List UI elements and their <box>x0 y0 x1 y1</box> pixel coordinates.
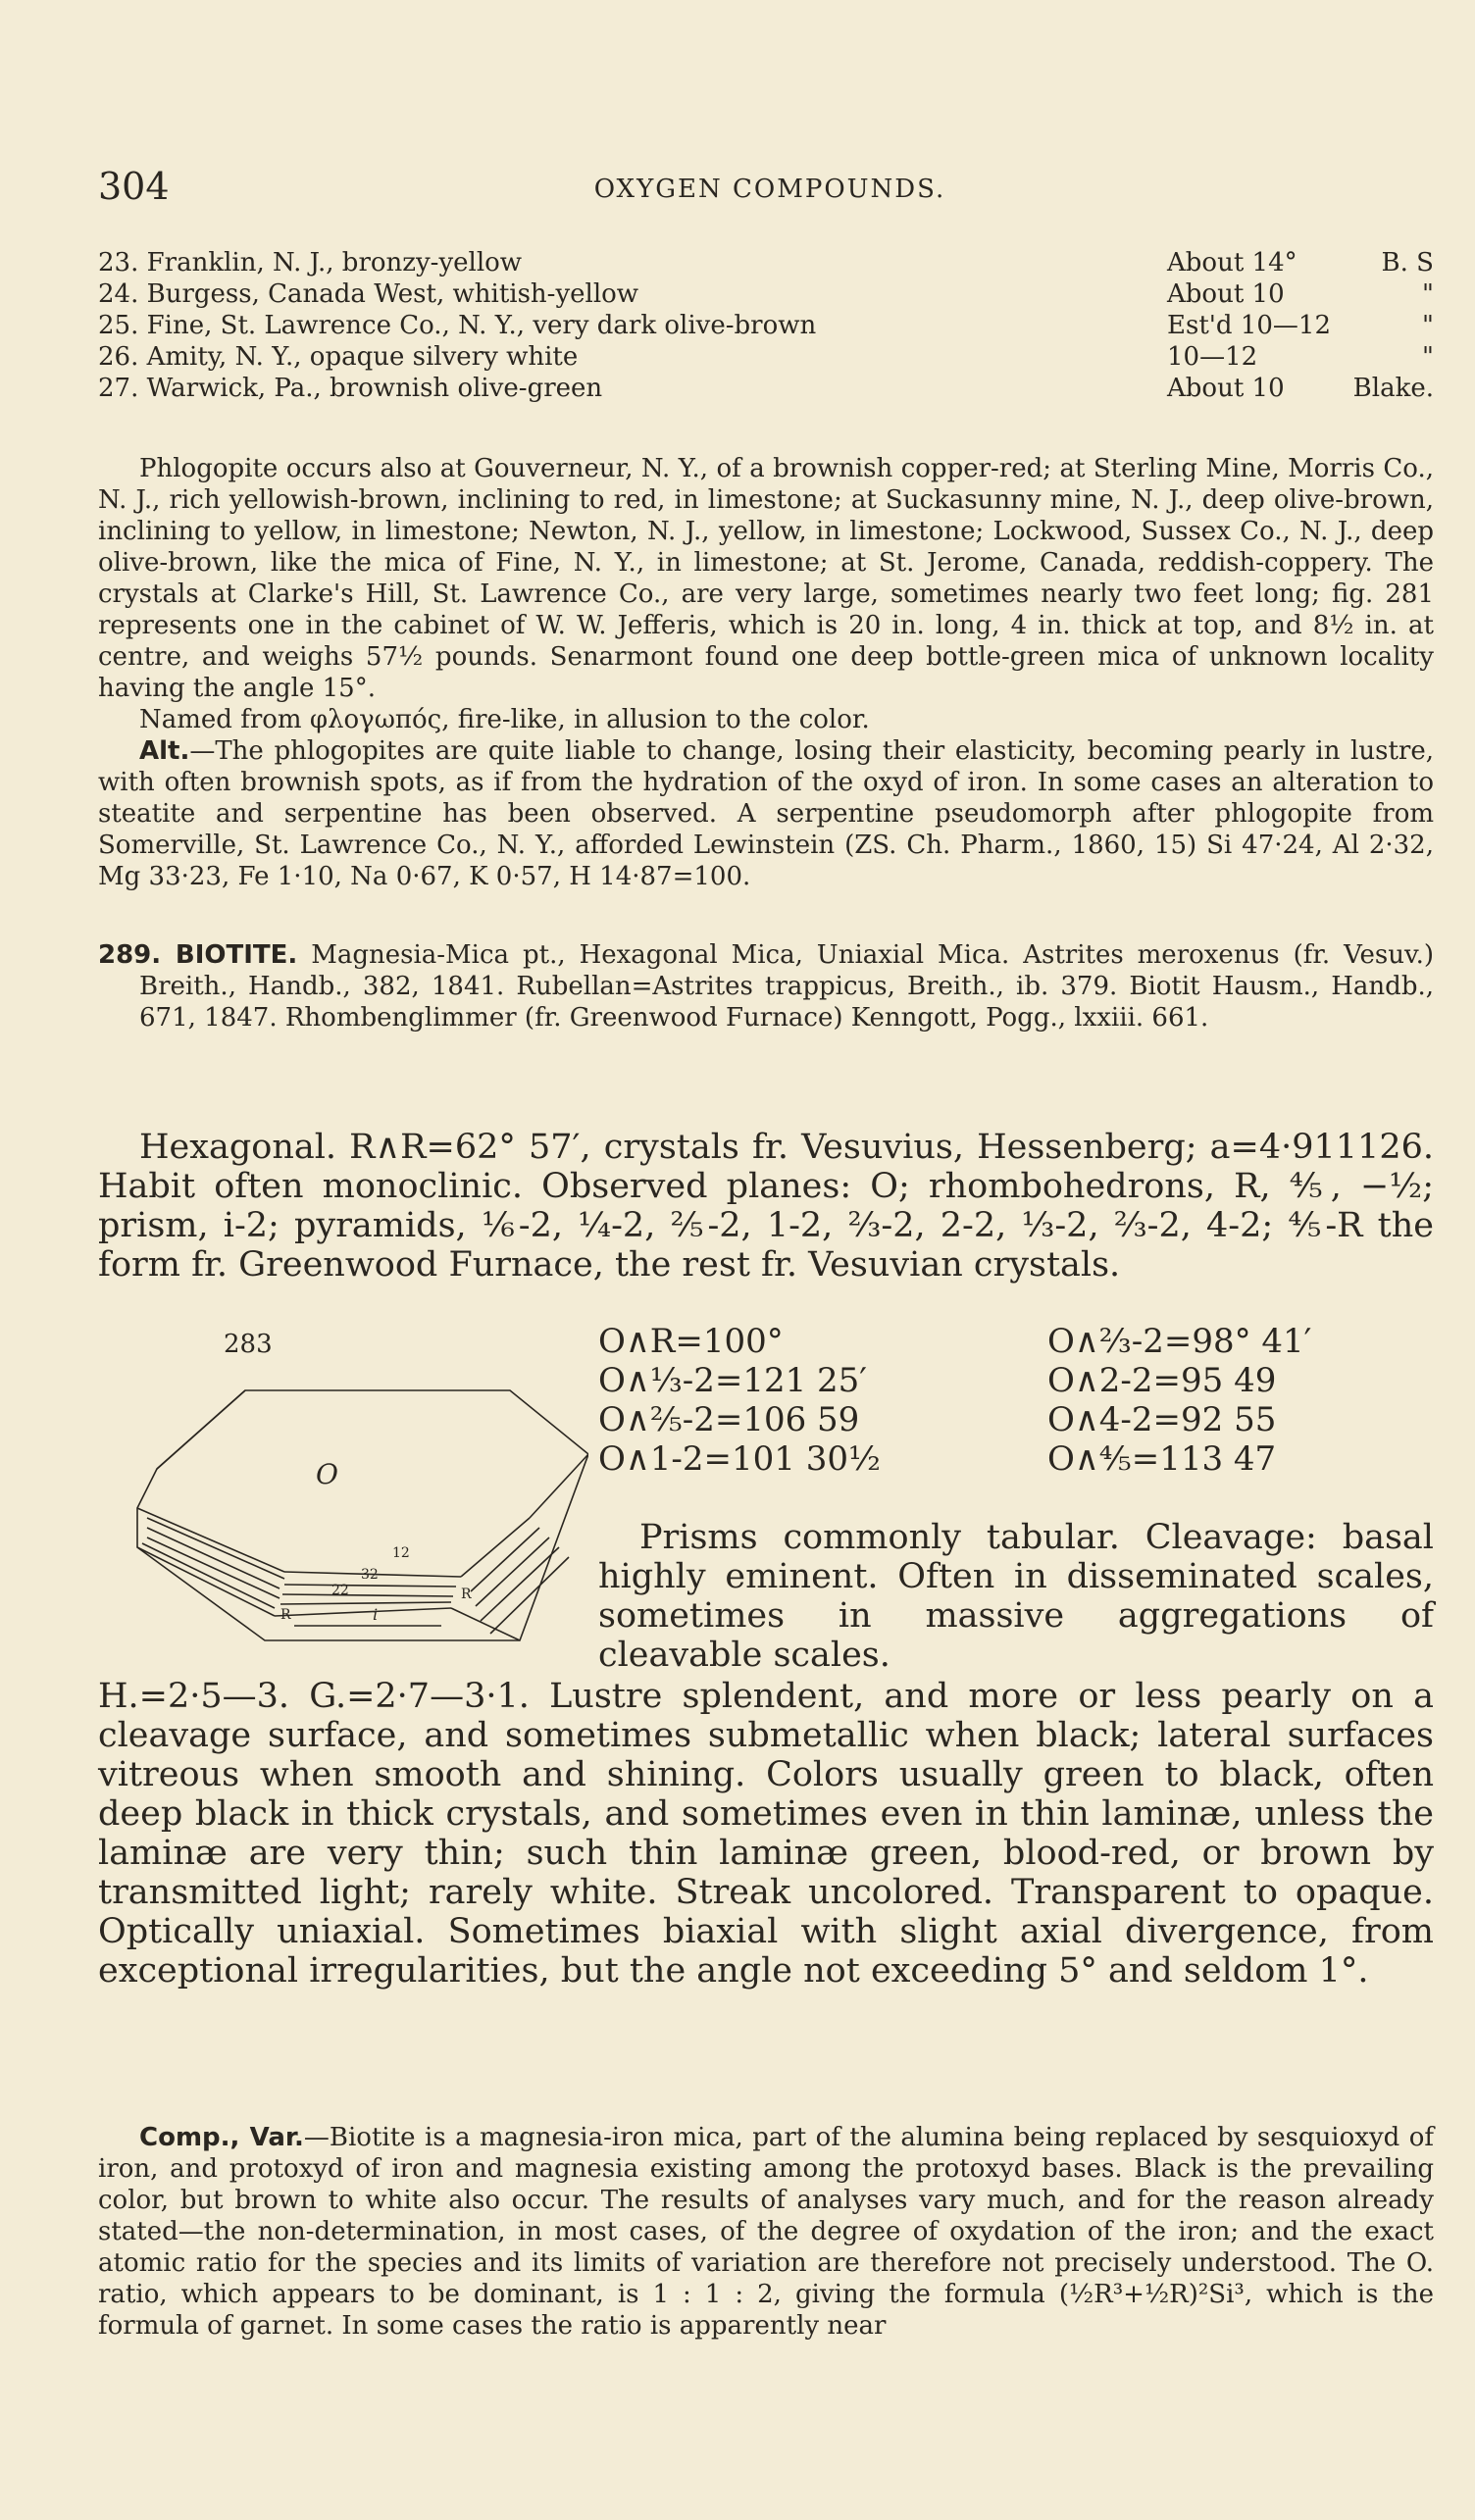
angle-left: O∧⅖-2=106 59 <box>598 1400 860 1439</box>
table-locality: 24. Burgess, Canada West, whitish-yellow <box>98 279 639 309</box>
page-header <box>98 165 1442 214</box>
species-title: 289. BIOTITE. <box>98 940 298 970</box>
figure-label-r-left: R <box>280 1607 291 1623</box>
locality-table <box>98 247 1434 404</box>
crystal-description: Hexagonal. R∧R=62° 57′, crystals fr. Vesuvius, Hessenberg; a=4·911126. Habit often monoclinic. Observed planes: O; rhombohedrons, R, ⅘, −½; prism, i-2; pyramids, ⅙-2, ¼-2, ⅖-2, 1-2, ⅔-2, 2-2, ⅓-2, ⅔-2, 4-2; ⅘-R the form fr. Greenwood Furnace, the rest fr. Vesuvian crystals. <box>98 1128 1434 1285</box>
crystal-figure <box>98 1322 588 1665</box>
table-row <box>98 373 1434 404</box>
figure-label-r-right: R <box>461 1587 472 1602</box>
table-locality: 23. Franklin, N. J., bronzy-yellow <box>98 248 523 277</box>
table-locality: 26. Amity, N. Y., opaque silvery white <box>98 342 579 372</box>
table-authority: B. S <box>1381 248 1434 277</box>
table-angle: About 10 <box>1167 279 1285 309</box>
angle-row <box>598 1322 1442 1361</box>
angle-row <box>598 1400 1442 1439</box>
table-authority: " <box>1422 342 1434 372</box>
table-angle: 10—12 <box>1167 342 1258 372</box>
composition-block <box>98 2122 1434 2342</box>
table-row <box>98 247 1434 278</box>
crystallography-block <box>98 1128 1434 1285</box>
physical-properties-block <box>98 1677 1434 1991</box>
phlogopite-section <box>98 453 1434 892</box>
angle-left: O∧⅓-2=121 25′ <box>598 1361 868 1400</box>
table-authority: " <box>1422 279 1434 309</box>
alt-text: —The phlogopites are quite liable to change, losing their elasticity, becoming pearly in lustre, with often brownish spots, as if from the hydration of the oxyd of iron. In some cases an alteration to steatite and serpentine has been observed. A serpentine pseudomorph after phlogopite from Somerville, St. Lawrence Co., N. Y., afforded Lewinstein (ZS. Ch. Pharm., 1860, 15) Si 47·24, Al 2·32, Mg 33·23, Fe 1·10, Na 0·67, K 0·57, H 14·87=100. <box>98 736 1434 891</box>
figure-label-22: 22 <box>331 1583 349 1598</box>
figure-label-12: 12 <box>392 1545 410 1561</box>
phlogopite-alteration <box>98 735 1434 892</box>
table-angle: About 10 <box>1167 374 1285 403</box>
prisms-block <box>598 1518 1434 1675</box>
species-synonyms: Magnesia-Mica pt., Hexagonal Mica, Uniaxial Mica. Astrites meroxenus (fr. Vesuv.) Breith., Handb., 382, 1841. Rubellan=Astrites trappicus, Breith., ib. 379. Biotit Hausm., Handb., 671, 1847. Rhombenglimmer (fr. Greenwood Furnace) Kenngott, Pogg., lxxiii. 661. <box>139 940 1435 1033</box>
table-locality: 25. Fine, St. Lawrence Co., N. Y., very dark olive-brown <box>98 311 817 340</box>
figure-label-32: 32 <box>361 1567 379 1583</box>
angle-row <box>598 1439 1442 1479</box>
table-authority: " <box>1422 311 1434 340</box>
biotite-synonymy <box>98 939 1434 1033</box>
table-angle: Est'd 10—12 <box>1167 311 1331 340</box>
angle-left: O∧R=100° <box>598 1322 784 1361</box>
figure-label-i: i <box>373 1605 379 1624</box>
table-authority: Blake. <box>1352 374 1434 403</box>
table-angle: About 14° <box>1167 248 1297 277</box>
alt-label: Alt. <box>139 736 190 766</box>
table-row <box>98 278 1434 310</box>
figure-number: 283 <box>224 1330 273 1359</box>
phlogopite-etymology: Named from φλογωπός, fire-like, in allusion to the color. <box>139 705 870 734</box>
angle-right: O∧2-2=95 49 <box>1047 1361 1277 1400</box>
hardness-text: H.=2·5—3. G.=2·7—3·1. Lustre splendent, and more or less pearly on a cleavage surface, and sometimes submetallic when black; lateral surfaces vitreous when smooth and shining. Colors usually green to black, often deep black in thick crystals, and sometimes even in thin laminæ, unless the laminæ are very thin; such thin laminæ green, blood-red, or brown by transmitted light; rarely white. Streak uncolored. Transparent to opaque. Optically uniaxial. Sometimes biaxial with slight axial divergence, from exceptional irregularities, but the angle not exceeding 5° and seldom 1°. <box>98 1677 1434 1991</box>
angle-right: O∧⅔-2=98° 41′ <box>1047 1322 1312 1361</box>
figure-label-o: O <box>316 1458 338 1490</box>
comp-label: Comp., Var. <box>139 2123 304 2152</box>
angle-row <box>598 1361 1442 1400</box>
page-number: 304 <box>98 165 170 208</box>
angle-table <box>598 1322 1442 1479</box>
prisms-text: Prisms commonly tabular. Cleavage: basal highly eminent. Often in disseminated scales, sometimes in massive aggregations of cleavable scales. <box>598 1518 1434 1675</box>
composition-text <box>98 2122 1434 2342</box>
running-head: OXYGEN COMPOUNDS. <box>593 175 946 204</box>
table-locality: 27. Warwick, Pa., brownish olive-green <box>98 374 603 403</box>
table-row <box>98 341 1434 373</box>
phlogopite-localities: Phlogopite occurs also at Gouverneur, N. Y., of a brownish copper-red; at Sterling Mine, Morris Co., N. J., rich yellowish-brown, inclining to red, in limestone; at Suckasunny mine, N. J., deep olive-brown, inclining to yellow, in limestone; Newton, N. J., yellow, in limestone; Lockwood, Sussex Co., N. J., deep olive-brown, like the mica of Fine, N. Y., in limestone; at St. Jerome, Canada, reddish-coppery. The crystals at Clarke's Hill, St. Lawrence Co., are very large, sometimes nearly two feet long; fig. 281 represents one in the cabinet of W. W. Jefferis, which is 20 in. long, 4 in. thick at top, and 8½ in. at centre, and weighs 57½ pounds. Senarmont found one deep bottle-green mica of unknown locality having the angle 15°. <box>98 454 1434 703</box>
angle-right: O∧⅘=113 47 <box>1047 1439 1277 1479</box>
table-row <box>98 310 1434 341</box>
angle-right: O∧4-2=92 55 <box>1047 1400 1277 1439</box>
comp-body: —Biotite is a magnesia-iron mica, part of the alumina being replaced by sesquioxyd of iron, and protoxyd of iron and magnesia existing among the protoxyd bases. Black is the prevailing color, but brown to white also occur. The results of analyses vary much, and for the reason already stated—the non-determination, in most cases, of the degree of oxydation of the iron; and the exact atomic ratio for the species and its limits of variation are therefore not precisely understood. The O. ratio, which appears to be dominant, is 1 : 1 : 2, giving the formula (½R³+½R)²Si³, which is the formula of garnet. In some cases the ratio is apparently near <box>98 2123 1434 2341</box>
angle-left: O∧1-2=101 30½ <box>598 1439 881 1479</box>
biotite-heading-block <box>98 939 1434 1033</box>
